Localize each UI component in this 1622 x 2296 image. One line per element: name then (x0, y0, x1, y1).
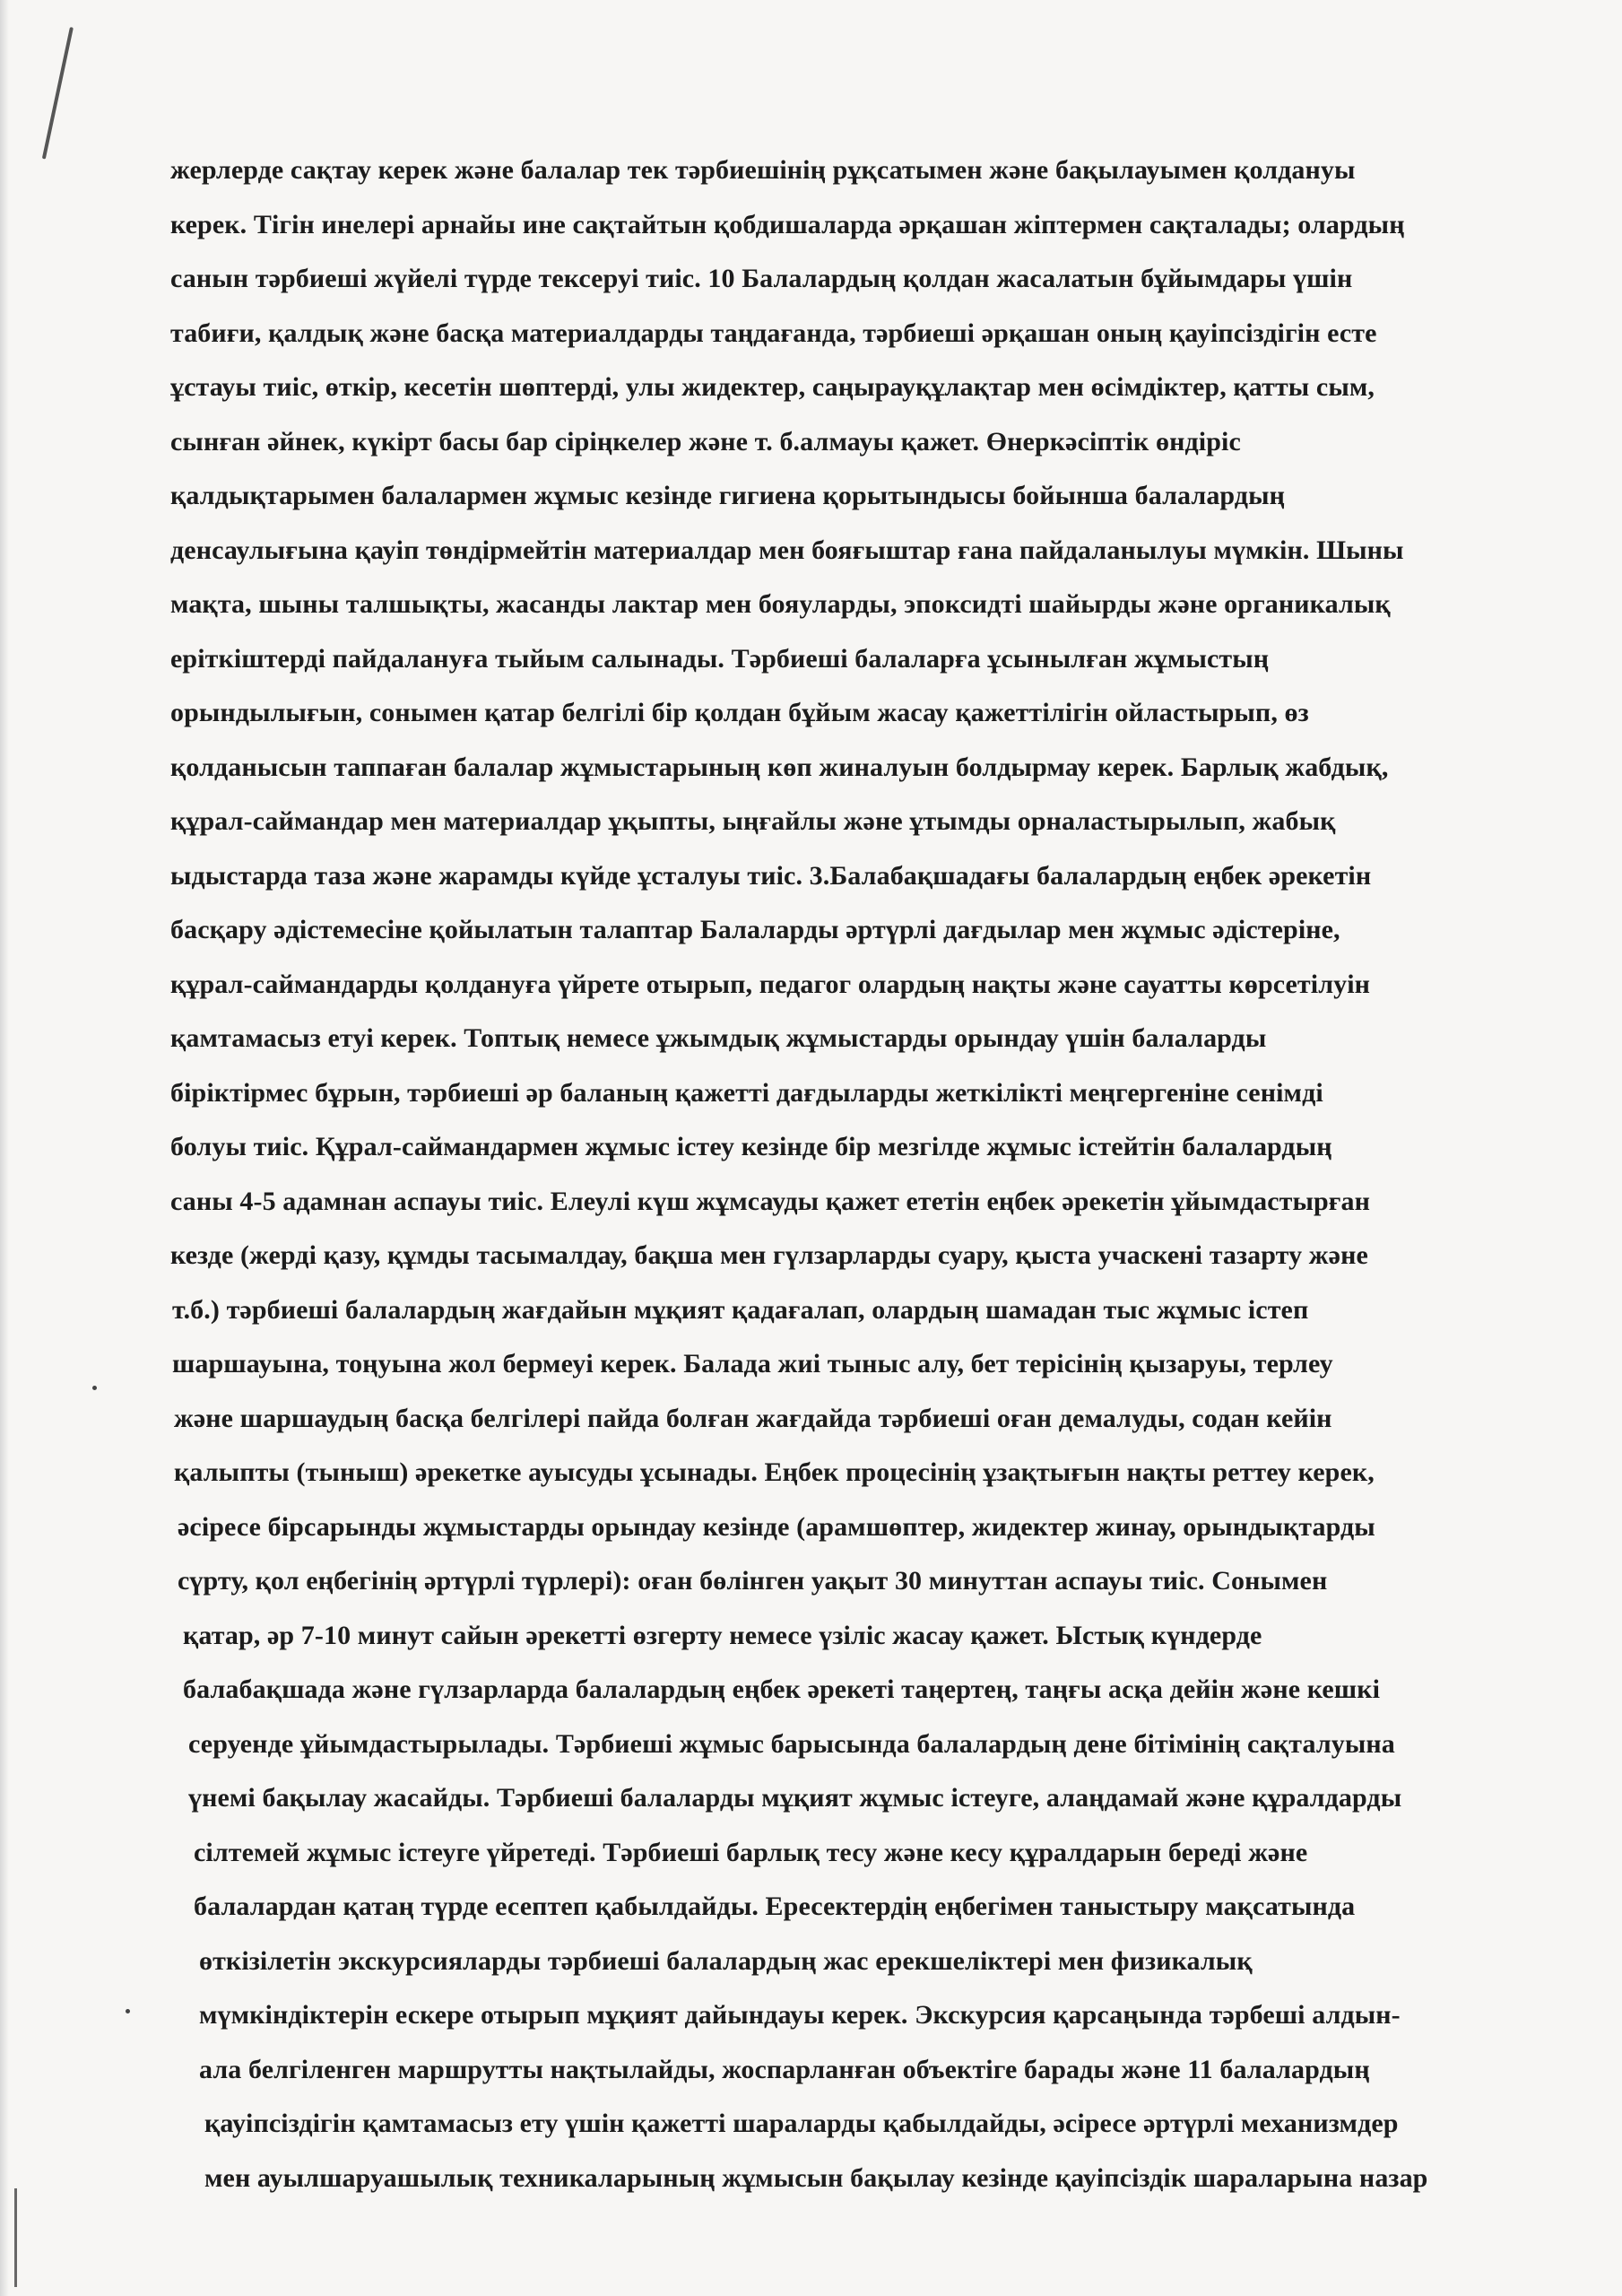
text-line: ыдыстарда таза және жарамды күйде ұсталуы тиіс. 3.Балабақшадағы балалардың еңбек әрекетін (170, 860, 1372, 891)
document-body (170, 144, 1506, 2205)
text-line: ұстауы тиіс, өткір, кесетін шөптерді, улы жидектер, саңырауқұлақтар мен өсімдіктер, қатты сым, (170, 372, 1375, 402)
text-line: т.б.) тәрбиеші балалардың жағдайын мұқият қадағалап, олардың шамадан тыс жұмыс істеп (172, 1294, 1309, 1325)
text-line: денсаулығына қауіп төндірмейтін материалдар мен бояғыштар ғана пайдаланылуы мүмкін. Шыны (170, 535, 1404, 565)
text-line: қалыпты (тыныш) әрекетке ауысуды ұсынады. Еңбек процесінің ұзақтығын нақты реттеу керек, (174, 1457, 1375, 1487)
text-line: үнемі бақылау жасайды. Тәрбиеші балаларды мұқият жұмыс істеуге, алаңдамай және құралдарды (188, 1783, 1402, 1813)
text-line: мен ауылшаруашылық техникаларының жұмысын бақылау кезінде қауіпсіздік шараларына назар (204, 2162, 1428, 2193)
page-edge (0, 0, 9, 2296)
margin-pen-stroke (42, 27, 74, 160)
text-line: әсіресе бірсарынды жұмыстарды орындау кезінде (арамшөптер, жидектер жинау, орындықтарды (178, 1511, 1375, 1542)
text-line: кезде (жерді қазу, құмды тасымалдау, бақша мен гүлзарларды суару, қыста учаскені тазарту және (170, 1240, 1368, 1270)
text-line: қалдықтарымен балалармен жұмыс кезінде гигиена қорытындысы бойынша балалардың (170, 481, 1285, 510)
text-line: қамтамасыз етуі керек. Топтық немесе ұжымдық жұмыстарды орындау үшін балаларды (170, 1023, 1267, 1053)
text-line: сілтемей жұмыс істеуге үйретеді. Тәрбиеші барлық тесу және кесу құралдарын береді және (194, 1837, 1308, 1867)
text-line: құрал-саймандарды қолдануға үйрете отырып, педагог олардың нақты және сауатты көрсетілуін (170, 969, 1371, 999)
text-line: керек. Тігін инелері арнайы ине сақтайтын қобдишаларда әрқашан жіптермен сақталады; олардың (170, 209, 1405, 239)
text-line: ала белгіленген маршрутты нақтылайды, жоспарланған объектіге барады және 11 балалардың (199, 2054, 1370, 2084)
text-line: сынған әйнек, күкірт басы бар сіріңкелер және т. б.алмауы қажет. Өнеркәсіптік өндіріс (170, 426, 1241, 457)
text-line: мүмкіндіктерін ескере отырып мұқият дайындауы керек. Экскурсия қарсаңында тәрбеші алдын- (199, 2000, 1401, 2030)
text-line: болуы тиіс. Құрал-саймандармен жұмыс істеу кезінде бір мезгілде жұмыс істейтін балалардың (170, 1132, 1332, 1161)
text-line: серуенде ұйымдастырылады. Тәрбиеші жұмыс барысында балалардың дене бітімінің сақталуына (188, 1728, 1395, 1759)
text-line: сүрту, қол еңбегінің әртүрлі түрлері): оған бөлінген уақыт 30 минуттан аспауы тиіс. Сонымен (178, 1566, 1328, 1596)
text-line: санын тәрбиеші жүйелі түрде тексеруі тиіс. 10 Балалардың қолдан жасалатын бұйымдары үшін (170, 264, 1353, 293)
text-line: қолданысын таппаған балалар жұмыстарының көп жиналуын болдырмау керек. Барлық жабдық, (170, 752, 1389, 782)
text-line: балалардан қатаң түрде есептеп қабылдайды. Ересектердің еңбегімен таныстыру мақсатында (194, 1892, 1356, 1921)
text-line: шаршауына, тоңуына жол бермеуі керек. Балада жиі тыныс алу, бет терісінің қызаруы, терлеу (172, 1349, 1333, 1378)
text-line: өткізілетін экскурсияларды тәрбиеші балалардың жас ерекшеліктері мен физикалық (199, 1945, 1253, 1976)
text-line: еріткіштерді пайдалануға тыйым салынады. Тәрбиеші балаларға ұсынылған жұмыстың (170, 643, 1270, 674)
text-line: балабақшада және гүлзарларда балалардың еңбек әрекеті таңертең, таңғы асқа дейін және кешкі (183, 1674, 1381, 1704)
text-line: мақта, шыны талшықты, жасанды лактар мен бояуларды, эпоксидті шайырды және органикалық (170, 589, 1391, 619)
text-line: және шаршаудың басқа белгілері пайда болған жағдайда тәрбиеші оған демалуды, содан кейін (174, 1403, 1332, 1433)
text-line: саны 4-5 адамнан аспауы тиіс. Елеулі күш жұмсауды қажет ететін еңбек әрекетін ұйымдастырған (170, 1186, 1370, 1216)
text-line: жерлерде сақтау керек және балалар тек тәрбиешінің рұқсатымен және бақылауымен қолдануы (170, 155, 1356, 185)
margin-mark (14, 2188, 17, 2287)
text-line: табиғи, қалдық және басқа материалдарды таңдағанда, тәрбиеші әрқашан оның қауіпсіздігін есте (170, 317, 1377, 348)
text-line: басқару әдістемесіне қойылатын талаптар Балаларды әртүрлі дағдылар мен жұмыс әдістеріне, (170, 915, 1340, 944)
text-line: біріктірмес бұрын, тәрбиеші әр баланың қажетті дағдыларды жеткілікті меңгергеніне сенімді (170, 1077, 1323, 1108)
text-line: орындылығын, сонымен қатар белгілі бір қолдан бұйым жасау қажеттілігін ойластырып, өз (170, 698, 1309, 727)
margin-speck (126, 2009, 130, 2013)
text-line: құрал-саймандар мен материалдар ұқыпты, ыңғайлы және ұтымды орналастырылып, жабық (170, 806, 1336, 836)
text-line: қауіпсіздігін қамтамасыз ету үшін қажетті шараларды қабылдайды, әсіресе әртүрлі механизмдер (204, 2109, 1399, 2138)
margin-speck (92, 1386, 97, 1390)
text-line: қатар, әр 7-10 минут сайын әрекетті өзгерту немесе үзіліс жасау қажет. Ыстық күндерде (183, 1620, 1262, 1650)
